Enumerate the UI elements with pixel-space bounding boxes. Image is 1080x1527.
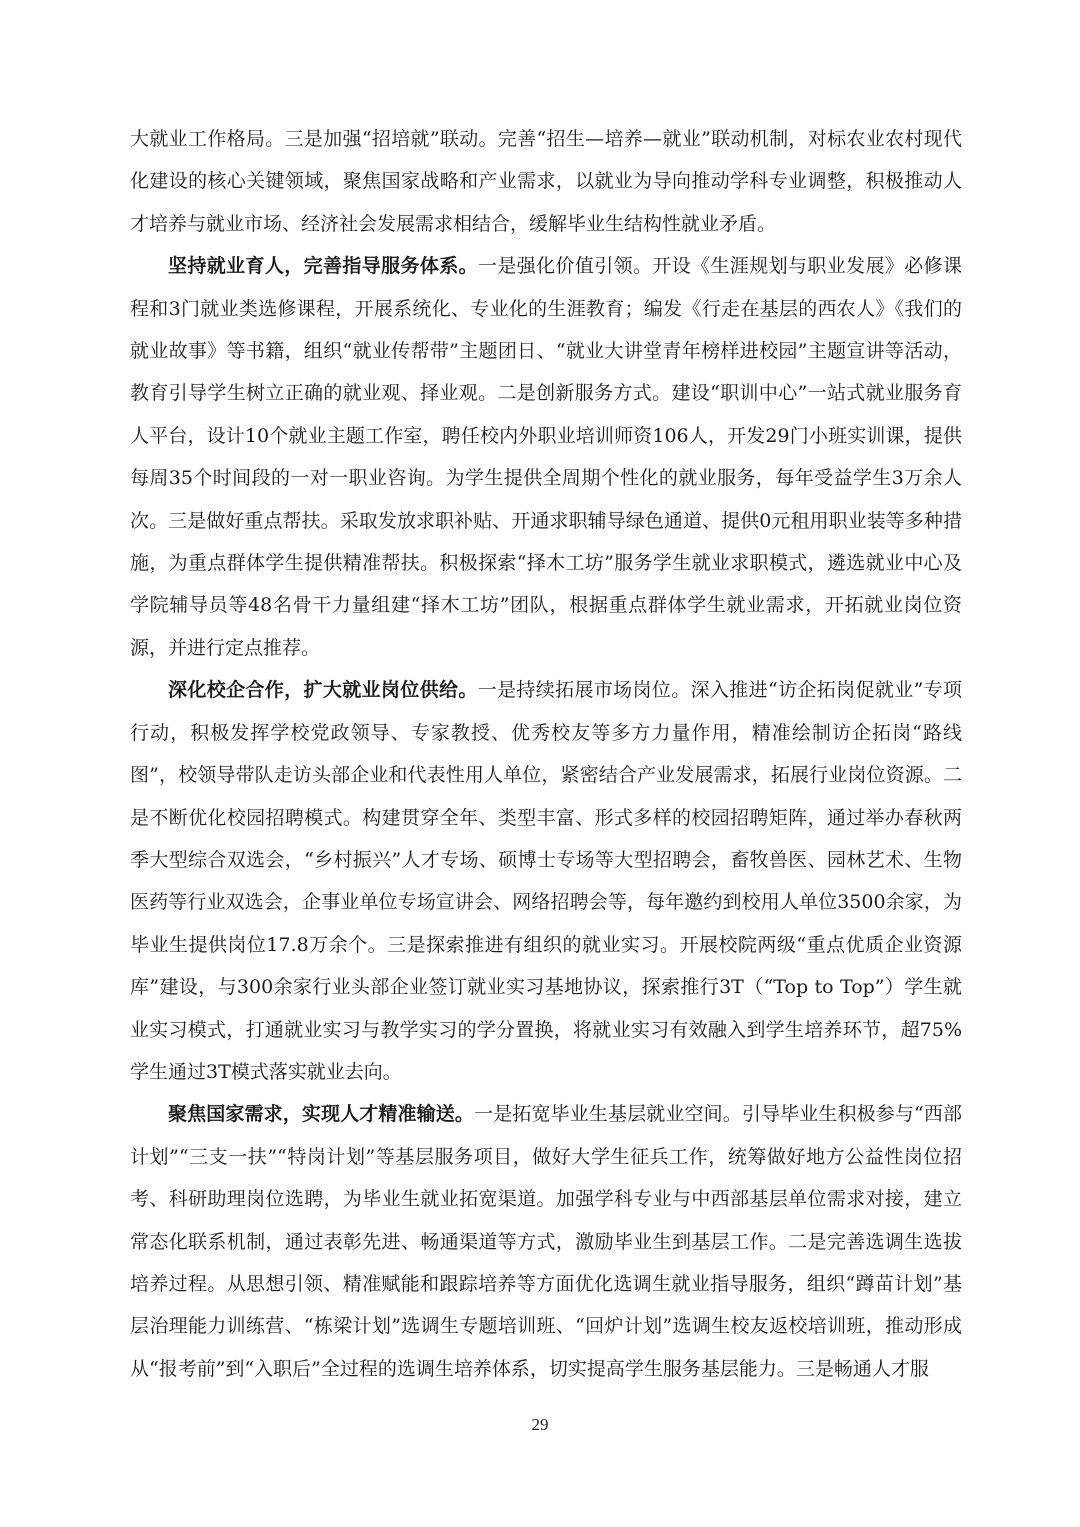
paragraph-national-needs <box>130 1093 962 1390</box>
paragraph-body: 一是强化价值引领。开设《生涯规划与职业发展》必修课程和3门就业类选修课程，开展系统化、专业化的生涯教育；编发《行走在基层的西农人》《我们的就业故事》等书籍，组织“就业传帮带”主题团日、“就业大讲堂青年榜样进校园”主题宣讲等活动，教育引导学生树立正确的就业观、择业观。二是创新服务方式。建设“职训中心”一站式就业服务育人平台，设计10个就业主题工作室，聘任校内外职业培训师资106人，开发29门小班实训课，提供每周35个时间段的一对一职业咨询。为学生提供全周期个性化的就业服务，每年受益学生3万余人次。三是做好重点帮扶。采取发放求职补贴、开通求职辅导绿色通道、提供0元租用职业装等多种措施，为重点群体学生提供精准帮扶。积极探索“择木工坊”服务学生就业求职模式，遴选就业中心及学院辅导员等48名骨干力量组建“择木工坊”团队，根据重点群体学生就业需求，开拓就业岗位资源，并进行定点推荐。 <box>130 255 962 659</box>
paragraph-lead-heading: 聚焦国家需求，实现人才精准输送。 <box>168 1103 475 1126</box>
paragraph-lead-heading: 坚持就业育人，完善指导服务体系。 <box>168 255 478 278</box>
body-text <box>130 118 962 1390</box>
paragraph-school-enterprise <box>130 669 962 1093</box>
paragraph-lead-heading: 深化校企合作，扩大就业岗位供给。 <box>168 679 478 702</box>
page-number: 29 <box>531 1415 549 1434</box>
paragraph-continued <box>130 118 962 245</box>
paragraph-body: 一是拓宽毕业生基层就业空间。引导毕业生积极参与“西部计划”“三支一扶”“特岗计划”等基层服务项目，做好大学生征兵工作，统筹做好地方公益性岗位招考、科研助理岗位选聘，为毕业生就业拓宽渠道。加强学科专业与中西部基层单位需求对接，建立常态化联系机制，通过表彰先进、畅通渠道等方式，激励毕业生到基层工作。二是完善选调生选拔培养过程。从思想引领、精准赋能和跟踪培养等方面优化选调生就业指导服务，组织“蹲苗计划”基层治理能力训练营、“栋梁计划”选调生专题培训班、“回炉计划”选调生校友返校培训班，推动形成从“报考前”到“入职后”全过程的选调生培养体系，切实提高学生服务基层能力。三是畅通人才服 <box>130 1103 962 1380</box>
paragraph-employment-education <box>130 245 962 669</box>
paragraph-body: 一是持续拓展市场岗位。深入推进“访企拓岗促就业”专项行动，积极发挥学校党政领导、专家教授、优秀校友等多方力量作用，精准绘制访企拓岗“路线图”，校领导带队走访头部企业和代表性用人单位，紧密结合产业发展需求，拓展行业岗位资源。二是不断优化校园招聘模式。构建贯穿全年、类型丰富、形式多样的校园招聘矩阵，通过举办春秋两季大型综合双选会，“乡村振兴”人才专场、硕博士专场等大型招聘会，畜牧兽医、园林艺术、生物医药等行业双选会，企事业单位专场宣讲会、网络招聘会等，每年邀约到校用人单位3500余家，为毕业生提供岗位17.8万余个。三是探索推进有组织的就业实习。开展校院两级“重点优质企业资源库”建设，与300余家行业头部企业签订就业实习基地协议，探索推行3T（“Top to Top”）学生就业实习模式，打通就业实习与教学实习的学分置换，将就业实习有效融入到学生培养环节，超75%学生通过3T模式落实就业去向。 <box>130 679 962 1083</box>
paragraph-body: 大就业工作格局。三是加强“招培就”联动。完善“招生—培养—就业”联动机制，对标农业农村现代化建设的核心关键领域，聚焦国家战略和产业需求，以就业为导向推动学科专业调整，积极推动人才培养与就业市场、经济社会发展需求相结合，缓解毕业生结构性就业矛盾。 <box>130 128 962 235</box>
